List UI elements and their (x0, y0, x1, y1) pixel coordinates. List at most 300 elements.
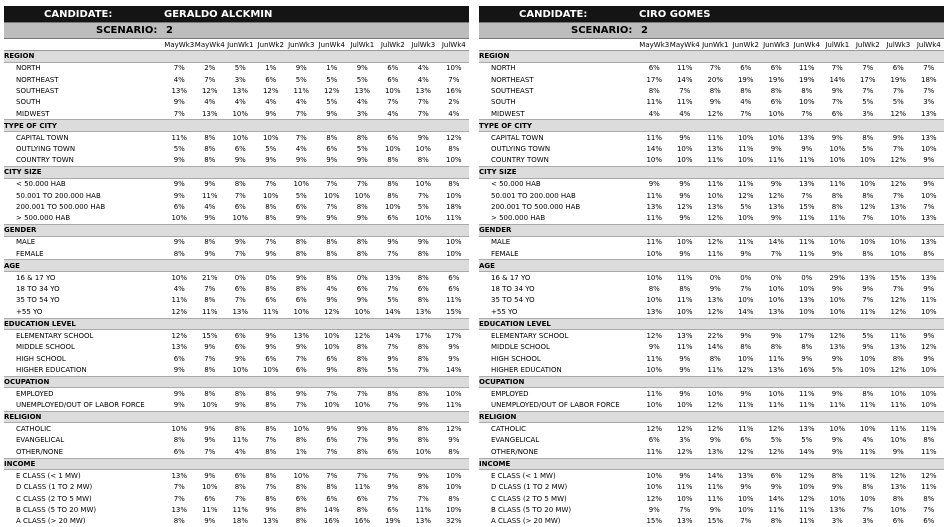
value-cell: 13% (646, 203, 663, 212)
column-header: JunWk4 (317, 39, 348, 51)
value-cell: 9% (448, 354, 460, 363)
value-cell: 6% (648, 64, 660, 73)
value-cell: 5% (831, 365, 843, 374)
value-cell: 13% (232, 307, 249, 316)
value-cell: 1% (265, 64, 277, 73)
value-cell: 10% (829, 296, 846, 305)
value-cell: 11% (737, 401, 754, 410)
value-cell: 8% (387, 389, 399, 398)
value-cell: 13% (798, 425, 815, 434)
value-cell: 4% (173, 75, 185, 84)
scenario-value: 2 (639, 23, 944, 39)
value-cell: 9% (679, 471, 691, 480)
value-cell: 7% (770, 249, 782, 258)
value-cell: 11% (798, 517, 815, 526)
value-cell: 12% (890, 365, 907, 374)
value-cell: 9% (326, 214, 338, 223)
value-cell: 10% (323, 191, 340, 200)
value-cell: 3% (862, 109, 874, 118)
value-cell: 3% (679, 436, 691, 445)
row-label: COUNTRY TOWN (491, 156, 549, 165)
value-cell: 9% (295, 343, 307, 352)
value-cell: 13% (293, 331, 310, 340)
value-cell: 11% (293, 86, 310, 95)
value-cell: 15% (646, 517, 663, 526)
value-cell: 13% (768, 203, 785, 212)
value-cell: 8% (326, 273, 338, 282)
value-cell: 12% (446, 425, 462, 434)
value-cell: 12% (707, 109, 724, 118)
value-cell: 7% (387, 285, 399, 294)
value-cell: 13% (171, 86, 188, 95)
section-header (4, 260, 469, 272)
value-cell: 8% (265, 389, 277, 398)
value-cell: 10% (859, 365, 876, 374)
value-cell: 4% (204, 98, 216, 107)
value-cell: 9% (679, 389, 691, 398)
value-cell: 10% (646, 249, 663, 258)
section-title: RELIGION (4, 411, 469, 423)
row-label: 16 & 17 YO (16, 273, 56, 282)
value-cell: 10% (354, 401, 371, 410)
value-cell: 7% (862, 296, 874, 305)
scenario-value: 2 (164, 23, 469, 39)
value-cell: 3% (862, 517, 874, 526)
value-cell: 32% (446, 517, 462, 526)
value-cell: 7% (831, 64, 843, 73)
value-cell: 6% (387, 505, 399, 514)
value-cell: 8% (417, 354, 429, 363)
value-cell: 7% (204, 75, 216, 84)
value-cell: 6% (295, 203, 307, 212)
value-cell: 10% (354, 191, 371, 200)
table-row (4, 213, 469, 225)
value-cell: 11% (798, 389, 815, 398)
value-cell: 10% (171, 214, 188, 223)
value-cell: 7% (173, 109, 185, 118)
row-label: HIGHER EDUCATION (16, 365, 87, 374)
value-cell: 8% (234, 425, 246, 434)
value-cell: 11% (707, 483, 724, 492)
value-cell: 11% (768, 354, 785, 363)
section-header (479, 225, 944, 237)
table-row (4, 108, 469, 120)
value-cell: 7% (173, 64, 185, 73)
value-cell: 21% (201, 273, 218, 282)
section-title: EDUCATION LEVEL (479, 318, 944, 330)
value-cell: 5% (295, 191, 307, 200)
value-cell: 9% (709, 285, 721, 294)
value-cell: 11% (707, 133, 724, 142)
section-title: AGE (4, 260, 469, 272)
row-label: 50.001 TO 200.000 HAB (491, 191, 576, 200)
value-cell: 8% (417, 273, 429, 282)
section-header (4, 225, 469, 237)
value-cell: 12% (737, 447, 754, 456)
row-label: ELEMENTARY SCHOOL (16, 331, 94, 340)
value-cell: 9% (831, 447, 843, 456)
table-row (4, 493, 469, 504)
value-cell: 10% (293, 180, 310, 189)
row-label: FEMALE (16, 249, 44, 258)
value-cell: 8% (770, 343, 782, 352)
value-cell: 17% (798, 331, 815, 340)
value-cell: 20% (707, 75, 724, 84)
value-cell: 12% (171, 307, 188, 316)
row-label: E CLASS (< 1 MW) (491, 471, 556, 480)
table-row (4, 74, 469, 85)
value-cell: 17% (646, 75, 663, 84)
value-cell: 8% (295, 436, 307, 445)
value-cell: 6% (295, 494, 307, 503)
value-cell: 8% (801, 86, 813, 95)
value-cell: 0% (740, 273, 752, 282)
value-cell: 14% (768, 238, 785, 247)
value-cell: 10% (859, 425, 876, 434)
value-cell: 7% (892, 191, 904, 200)
value-cell: 8% (265, 401, 277, 410)
value-cell: 13% (920, 273, 937, 282)
value-cell: 10% (676, 307, 693, 316)
value-cell: 12% (707, 214, 724, 223)
value-cell: 5% (740, 203, 752, 212)
value-cell: 8% (417, 483, 429, 492)
row-label: HIGHER EDUCATION (491, 365, 562, 374)
column-header: JulWk4 (914, 39, 945, 51)
value-cell: 8% (234, 180, 246, 189)
value-cell: 8% (770, 86, 782, 95)
value-cell: 10% (676, 238, 693, 247)
value-cell: 8% (265, 471, 277, 480)
value-cell: 7% (417, 365, 429, 374)
value-cell: 7% (326, 447, 338, 456)
row-label: EMPLOYED (16, 389, 54, 398)
section-header (479, 411, 944, 423)
table-row (479, 295, 944, 306)
value-cell: 7% (892, 145, 904, 154)
value-cell: 6% (356, 494, 368, 503)
value-cell: 11% (646, 133, 663, 142)
value-cell: 11% (798, 214, 815, 223)
row-label: > 500.000 HAB (491, 214, 546, 223)
value-cell: 8% (387, 156, 399, 165)
value-cell: 13% (768, 365, 785, 374)
value-cell: 7% (265, 180, 277, 189)
value-cell: 10% (890, 436, 907, 445)
value-cell: 7% (356, 389, 368, 398)
value-cell: 22% (707, 331, 724, 340)
value-cell: 10% (446, 64, 462, 73)
value-cell: 7% (709, 64, 721, 73)
value-cell: 9% (234, 238, 246, 247)
value-cell: 7% (801, 191, 813, 200)
value-cell: 8% (648, 86, 660, 95)
value-cell: 7% (356, 180, 368, 189)
value-cell: 5% (356, 75, 368, 84)
section-title: TYPE OF CITY (4, 120, 469, 132)
value-cell: 9% (326, 425, 338, 434)
value-cell: 8% (679, 285, 691, 294)
section-title: AGE (479, 260, 944, 272)
value-cell: 13% (415, 517, 432, 526)
value-cell: 9% (326, 109, 338, 118)
value-cell: 9% (679, 249, 691, 258)
value-cell: 11% (829, 214, 846, 223)
value-cell: 7% (801, 109, 813, 118)
value-cell: 9% (234, 401, 246, 410)
row-label: 35 TO 54 YO (491, 296, 535, 305)
value-cell: 9% (173, 180, 185, 189)
value-cell: 7% (387, 249, 399, 258)
value-cell: 9% (770, 331, 782, 340)
value-cell: 9% (173, 238, 185, 247)
value-cell: 8% (831, 203, 843, 212)
row-label: OTHER/NONE (491, 447, 539, 456)
value-cell: 8% (356, 354, 368, 363)
value-cell: 10% (354, 307, 371, 316)
row-label: CATHOLIC (491, 425, 527, 434)
row-label: +55 YO (491, 307, 518, 316)
value-cell: 12% (171, 331, 188, 340)
value-cell: 5% (862, 98, 874, 107)
value-cell: 6% (356, 285, 368, 294)
section-title: REGION (4, 51, 469, 63)
table-row (479, 353, 944, 364)
value-cell: 8% (770, 517, 782, 526)
value-cell: 12% (737, 365, 754, 374)
value-cell: 9% (923, 180, 935, 189)
value-cell: 8% (417, 249, 429, 258)
value-cell: 13% (415, 86, 432, 95)
value-cell: 8% (648, 285, 660, 294)
value-cell: 19% (890, 75, 907, 84)
value-cell: 4% (648, 109, 660, 118)
value-cell: 7% (923, 203, 935, 212)
value-cell: 9% (356, 64, 368, 73)
table-row (479, 493, 944, 504)
value-cell: 4% (326, 285, 338, 294)
value-cell: 6% (295, 296, 307, 305)
value-cell: 9% (679, 214, 691, 223)
table-row (479, 131, 944, 143)
value-cell: 19% (768, 75, 785, 84)
value-cell: 10% (920, 307, 937, 316)
value-cell: 9% (770, 483, 782, 492)
value-cell: 11% (676, 98, 693, 107)
value-cell: 7% (679, 505, 691, 514)
value-cell: 7% (417, 191, 429, 200)
value-cell: 9% (265, 249, 277, 258)
value-cell: 9% (740, 331, 752, 340)
value-cell: 12% (323, 86, 340, 95)
value-cell: 6% (326, 145, 338, 154)
row-label: OUTLYING TOWN (491, 145, 551, 154)
value-cell: 9% (770, 145, 782, 154)
value-cell: 14% (384, 307, 401, 316)
value-cell: 9% (740, 249, 752, 258)
row-label: D CLASS (1 TO 2 MW) (16, 483, 93, 492)
value-cell: 4% (448, 109, 460, 118)
value-cell: 11% (859, 447, 876, 456)
value-cell: 8% (862, 133, 874, 142)
value-cell: 11% (920, 447, 937, 456)
row-label: D CLASS (1 TO 2 MW) (491, 483, 568, 492)
value-cell: 10% (446, 389, 462, 398)
value-cell: 9% (295, 273, 307, 282)
value-cell: 5% (234, 64, 246, 73)
value-cell: 8% (387, 180, 399, 189)
value-cell: 13% (798, 296, 815, 305)
value-cell: 10% (646, 296, 663, 305)
table-row (479, 85, 944, 96)
value-cell: 4% (356, 98, 368, 107)
value-cell: 29% (829, 273, 846, 282)
value-cell: 9% (417, 401, 429, 410)
value-cell: 7% (387, 401, 399, 410)
value-cell: 7% (892, 285, 904, 294)
value-cell: 5% (173, 145, 185, 154)
value-cell: 6% (648, 436, 660, 445)
value-cell: 12% (707, 238, 724, 247)
table-row (479, 201, 944, 212)
value-cell: 14% (798, 447, 815, 456)
value-cell: 8% (892, 494, 904, 503)
value-cell: 14% (707, 343, 724, 352)
value-cell: 10% (829, 494, 846, 503)
candidate-label: CANDIDATE: (4, 6, 164, 23)
value-cell: 10% (829, 425, 846, 434)
value-cell: 8% (862, 249, 874, 258)
value-cell: 9% (387, 354, 399, 363)
value-cell: 6% (173, 354, 185, 363)
table-row (479, 364, 944, 376)
value-cell: 9% (679, 365, 691, 374)
value-cell: 10% (323, 343, 340, 352)
row-label: NORTHEAST (491, 75, 534, 84)
value-cell: 8% (448, 447, 460, 456)
value-cell: 12% (323, 307, 340, 316)
value-cell: 10% (293, 307, 310, 316)
value-cell: 7% (387, 98, 399, 107)
value-cell: 10% (232, 214, 249, 223)
value-cell: 7% (326, 180, 338, 189)
value-cell: 4% (295, 98, 307, 107)
value-cell: 13% (646, 307, 663, 316)
value-cell: 7% (417, 109, 429, 118)
value-cell: 12% (354, 331, 371, 340)
value-cell: 11% (262, 307, 279, 316)
column-header: MayWk4 (194, 40, 225, 49)
row-label: FEMALE (491, 249, 519, 258)
value-cell: 10% (446, 249, 462, 258)
row-label: MIDWEST (491, 109, 525, 118)
value-cell: 10% (859, 494, 876, 503)
value-cell: 10% (262, 191, 279, 200)
table-row (4, 62, 469, 74)
value-cell: 10% (446, 156, 462, 165)
value-cell: 11% (890, 331, 907, 340)
section-header (479, 318, 944, 330)
value-cell: 8% (417, 425, 429, 434)
value-cell: 14% (446, 365, 462, 374)
value-cell: 13% (829, 343, 846, 352)
row-label: B CLASS (5 TO 20 MW) (491, 505, 572, 514)
value-cell: 5% (892, 98, 904, 107)
value-cell: 10% (262, 133, 279, 142)
value-cell: 7% (234, 296, 246, 305)
row-label: HIGH SCHOOL (491, 354, 541, 363)
value-cell: 8% (326, 133, 338, 142)
value-cell: 8% (173, 249, 185, 258)
value-cell: 11% (737, 180, 754, 189)
value-cell: 5% (295, 75, 307, 84)
section-title: CITY SIZE (4, 167, 469, 179)
value-cell: 9% (265, 156, 277, 165)
value-cell: 11% (890, 401, 907, 410)
value-cell: 6% (417, 285, 429, 294)
value-cell: 7% (295, 133, 307, 142)
value-cell: 11% (646, 447, 663, 456)
value-cell: 8% (417, 296, 429, 305)
value-cell: 9% (326, 156, 338, 165)
value-cell: 9% (173, 156, 185, 165)
column-header: JunWk1 (225, 39, 256, 51)
value-cell: 12% (262, 86, 279, 95)
value-cell: 12% (646, 425, 663, 434)
candidate-name: CIRO GOMES (639, 6, 944, 23)
section-title: GENDER (4, 225, 469, 237)
value-cell: 10% (707, 389, 724, 398)
table-row (479, 143, 944, 154)
value-cell: 13% (171, 505, 188, 514)
row-label: MIDDLE SCHOOL (16, 343, 75, 352)
column-header: JunWk2 (256, 39, 287, 51)
value-cell: 9% (923, 285, 935, 294)
value-cell: 13% (829, 505, 846, 514)
column-header-row (479, 39, 944, 51)
row-label: > 500.000 HAB (16, 214, 71, 223)
value-cell: 9% (892, 447, 904, 456)
value-cell: 9% (417, 238, 429, 247)
value-cell: 10% (676, 401, 693, 410)
row-label: < 50.000 HAB (491, 180, 541, 189)
value-cell: 10% (829, 238, 846, 247)
value-cell: 10% (676, 145, 693, 154)
value-cell: 11% (232, 436, 249, 445)
value-cell: 8% (862, 389, 874, 398)
value-cell: 9% (295, 389, 307, 398)
value-cell: 12% (890, 296, 907, 305)
value-cell: 15% (446, 307, 462, 316)
value-cell: 7% (740, 285, 752, 294)
value-cell: 10% (920, 365, 937, 374)
table-row (479, 446, 944, 458)
table-row (4, 201, 469, 212)
table-row (479, 283, 944, 294)
value-cell: 10% (737, 133, 754, 142)
column-header: JulWk2 (853, 39, 884, 51)
value-cell: 11% (798, 64, 815, 73)
value-cell: 9% (204, 517, 216, 526)
table-row (479, 504, 944, 515)
value-cell: 4% (862, 436, 874, 445)
section-header (4, 167, 469, 179)
value-cell: 3% (831, 517, 843, 526)
section-title: OCUPATION (4, 376, 469, 388)
value-cell: 5% (265, 145, 277, 154)
scenario-header (479, 23, 944, 39)
value-cell: 12% (707, 307, 724, 316)
